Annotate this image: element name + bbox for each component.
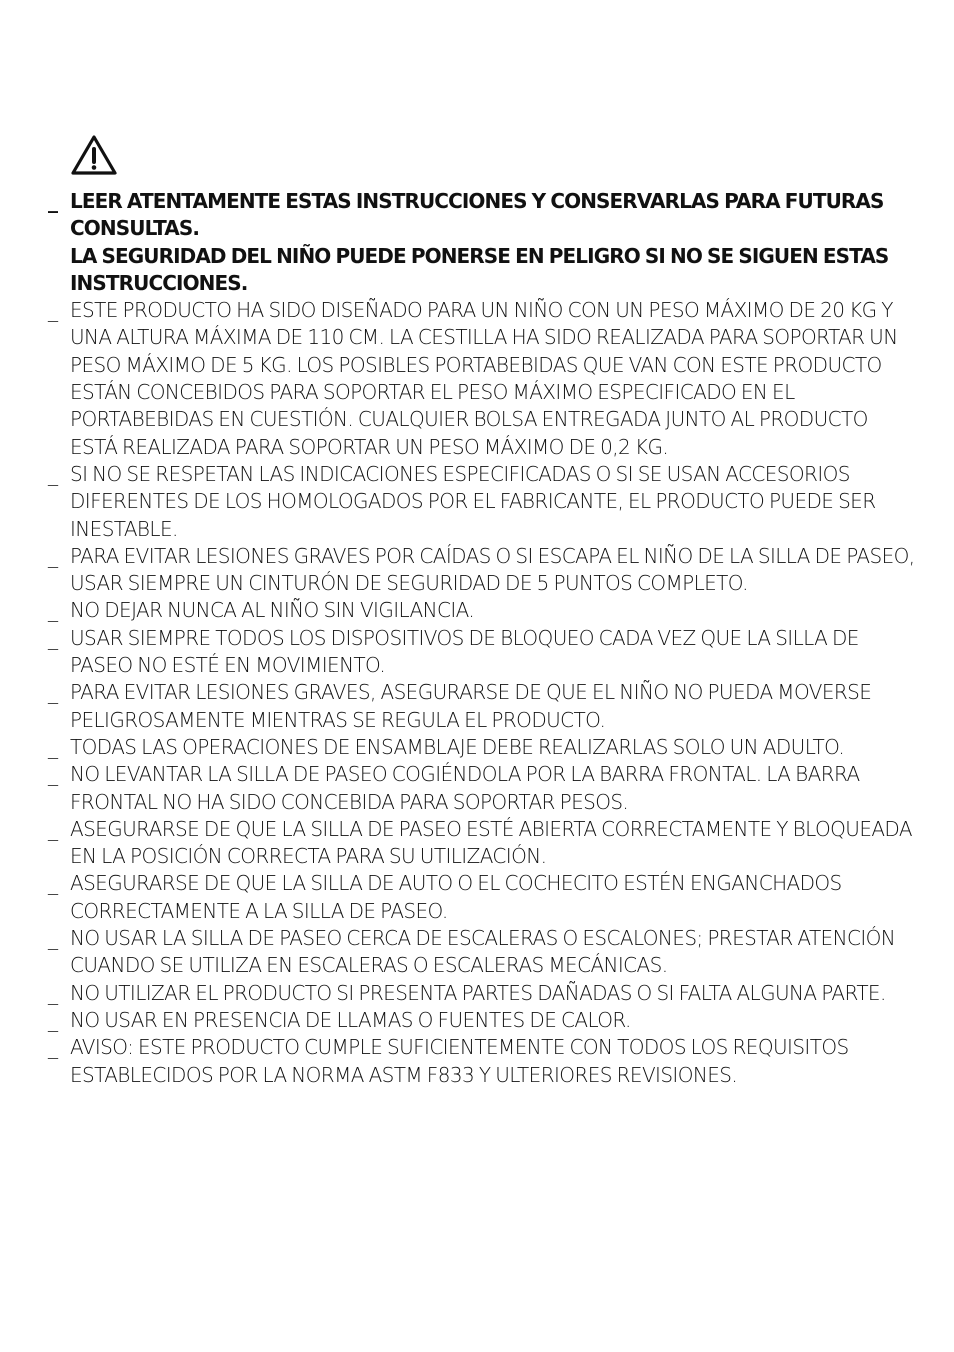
list-item bbox=[48, 925, 916, 980]
list-item bbox=[48, 1034, 916, 1089]
list-item-text: AVISO: ESTE PRODUCTO CUMPLE SUFICIENTEMENTE CON TODOS LOS REQUISITOS ESTABLECIDOS POR LA NORMA ASTM F833 Y ULTERIORES REVISIONES. bbox=[70, 1035, 849, 1087]
list-item bbox=[48, 461, 916, 543]
list-dash: _ bbox=[48, 189, 58, 213]
list-item bbox=[48, 1007, 916, 1034]
list-dash: _ bbox=[48, 926, 58, 951]
list-item-text: ASEGURARSE DE QUE LA SILLA DE AUTO O EL COCHECITO ESTÉN ENGANCHADOS CORRECTAMENTE A LA SILLA DE PASEO. bbox=[70, 871, 842, 923]
list-item-text: NO USAR EN PRESENCIA DE LLAMAS O FUENTES DE CALOR. bbox=[70, 1007, 631, 1032]
intro-line: LA SEGURIDAD DEL NIÑO PUEDE PONERSE EN PELIGRO SI NO SE SIGUEN ESTAS INSTRUCCIONES. bbox=[70, 243, 889, 295]
list-item-text: ESTE PRODUCTO HA SIDO DISEÑADO PARA UN NIÑO CON UN PESO MÁXIMO DE 20 KG Y UNA ALTURA MÁXIMA DE 110 CM. LA CESTILLA HA SIDO REALIZADA PARA SOPORTAR UN PESO MÁXIMO DE 5 KG. LOS POSIBLES PORTABEBIDAS QUE VAN CON ESTE PRODUCTO ESTÁN CONCEBIDOS PARA SOPORTAR EL PESO MÁXIMO ESPECIFICADO EN EL PORTABEBIDAS EN CUESTIÓN. CUALQUIER BOLSA ENTREGADA JUNTO AL PRODUCTO ESTÁ REALIZADA PARA SOPORTAR UN PESO MÁXIMO DE 0,2 KG. bbox=[70, 298, 898, 459]
list-dash: _ bbox=[48, 625, 58, 650]
list-item-text: USAR SIEMPRE TODOS LOS DISPOSITIVOS DE BLOQUEO CADA VEZ QUE LA SILLA DE PASEO NO ESTÉ EN MOVIMIENTO. bbox=[70, 625, 859, 678]
list-item-text: SI NO SE RESPETAN LAS INDICACIONES ESPECIFICADAS O SI SE USAN ACCESORIOS DIFERENTES DE LOS HOMOLOGADOS POR EL FABRICANTE, EL PRODUCTO PUEDE SER INESTABLE. bbox=[70, 461, 876, 541]
list-item bbox=[48, 297, 916, 461]
list-dash: _ bbox=[48, 543, 58, 568]
list-dash: _ bbox=[48, 1035, 58, 1060]
list-item-text: PARA EVITAR LESIONES GRAVES, ASEGURARSE DE QUE EL NIÑO NO PUEDA MOVERSE PELIGROSAMENTE MIENTRAS SE REGULA EL PRODUCTO. bbox=[70, 680, 872, 732]
list-item bbox=[48, 761, 916, 816]
list-item bbox=[48, 870, 916, 925]
list-item bbox=[48, 980, 916, 1007]
intro-line: LEER ATENTAMENTE ESTAS INSTRUCCIONES Y CONSERVARLAS PARA FUTURAS CONSULTAS. bbox=[70, 189, 884, 241]
list-item bbox=[48, 597, 916, 624]
list-item-text: NO USAR LA SILLA DE PASEO CERCA DE ESCALERAS O ESCALONES; PRESTAR ATENCIÓN CUANDO SE UTILIZA EN ESCALERAS O ESCALERAS MECÁNICAS. bbox=[70, 926, 896, 978]
list-item bbox=[48, 679, 916, 734]
instructions-list bbox=[48, 188, 916, 1089]
list-dash: _ bbox=[48, 980, 58, 1005]
list-dash: _ bbox=[48, 598, 58, 623]
list-item-text: NO DEJAR NUNCA AL NIÑO SIN VIGILANCIA. bbox=[70, 598, 475, 623]
list-item bbox=[48, 543, 916, 598]
list-item-text: NO LEVANTAR LA SILLA DE PASEO COGIÉNDOLA POR LA BARRA FRONTAL. LA BARRA FRONTAL NO HA SIDO CONCEBIDA PARA SOPORTAR PESOS. bbox=[70, 762, 860, 814]
warning-triangle-icon bbox=[70, 134, 118, 176]
list-dash: _ bbox=[48, 1007, 58, 1032]
list-dash: _ bbox=[48, 461, 58, 486]
list-item bbox=[48, 734, 916, 761]
intro-warning bbox=[48, 188, 916, 297]
list-dash: _ bbox=[48, 298, 58, 323]
list-item-text: PARA EVITAR LESIONES GRAVES POR CAÍDAS O SI ESCAPA EL NIÑO DE LA SILLA DE PASEO, USAR SIEMPRE UN CINTURÓN DE SEGURIDAD DE 5 PUNTOS COMPLETO. bbox=[70, 543, 915, 596]
list-dash: _ bbox=[48, 816, 58, 841]
list-dash: _ bbox=[48, 871, 58, 896]
list-item-text: NO UTILIZAR EL PRODUCTO SI PRESENTA PARTES DAÑADAS O SI FALTA ALGUNA PARTE. bbox=[70, 980, 886, 1005]
list-dash: _ bbox=[48, 734, 58, 759]
list-item bbox=[48, 625, 916, 680]
list-item-text: TODAS LAS OPERACIONES DE ENSAMBLAJE DEBE REALIZARLAS SOLO UN ADULTO. bbox=[70, 734, 845, 759]
list-dash: _ bbox=[48, 680, 58, 705]
list-dash: _ bbox=[48, 762, 58, 787]
list-item-text: ASEGURARSE DE QUE LA SILLA DE PASEO ESTÉ ABIERTA CORRECTAMENTE Y BLOQUEADA EN LA POSICIÓN CORRECTA PARA SU UTILIZACIÓN. bbox=[70, 816, 912, 869]
list-item bbox=[48, 816, 916, 871]
